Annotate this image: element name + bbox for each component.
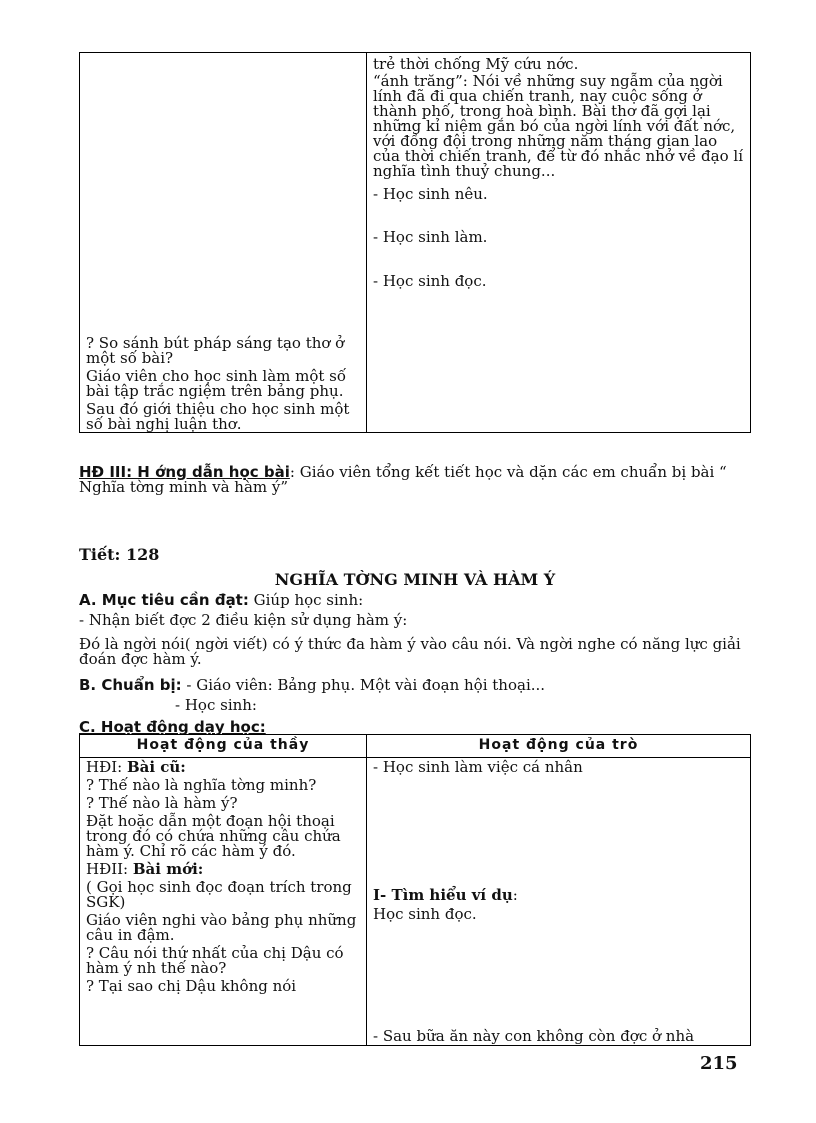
section-b-teacher: - Giáo viên: Bảng phụ. Một vài đoạn hội thoại... (186, 676, 546, 694)
question-implied-meaning: ? Thế nào là hàm ý? (86, 794, 238, 812)
teacher-column (80, 53, 367, 433)
teacher-activity-header: Hoạt động của thầy (80, 735, 367, 758)
activity-three-colon: : (289, 463, 295, 481)
hd2-heading: Bài mới: (132, 860, 204, 878)
example-heading-colon: : (512, 886, 518, 904)
question-explicit-meaning: ? Thế nào là nghĩa tờng minh? (86, 776, 317, 794)
student-column (367, 53, 751, 433)
section-a-label: A. Mục tiêu cần đạt: (79, 591, 249, 609)
section-b-label: B. Chuẩn bị: (79, 676, 182, 694)
section-c-label: C. Hoạt động dạy học: (79, 718, 266, 736)
board-instruction: Giáo viên nghi vào bảng phụ những câu in đậm. (86, 911, 357, 944)
section-b-student: - Học sinh: (175, 696, 257, 714)
dialogue-task: Đặt hoặc dẫn một đoạn hội thoại trong đó có chứa những câu chứa hàm ý. Chỉ rõ các hàm ý đó. (86, 812, 341, 860)
hd1-heading: Bài cũ: (126, 758, 186, 776)
page-number: 215 (700, 1053, 738, 1074)
example-heading-text: I- Tìm hiểu ví dụ (373, 886, 513, 904)
section-a (79, 593, 751, 608)
student-read: - Học sinh đọc. (373, 272, 487, 290)
exercise-instruction: Giáo viên cho học sinh làm một số bài tập trắc ngiệm trên bảng phụ. (86, 367, 347, 400)
student-individual-work: - Học sinh làm việc cá nhân (373, 758, 583, 776)
activities-header-row (80, 735, 751, 758)
activities-table (79, 734, 751, 1046)
student-answer-after-meal: - Sau bữa ăn này con không còn đợc ở nhà (373, 1027, 695, 1045)
section-a-item-1: - Nhận biết đợc 2 điều kiện sử dụng hàm ý: (79, 611, 408, 629)
continuation-table (79, 52, 751, 433)
read-excerpt-instruction: ( Gọi học sinh đọc đoạn trích trong SGK) (86, 878, 352, 911)
teacher-activity-cell (80, 758, 367, 1046)
section-a-item-2: Đó là ngời nói( ngời viết) có ý thức đa hàm ý vào câu nói. Và ngời nghe có năng lực giải đoán đợc hàm ý. (79, 635, 741, 668)
poem-context-line: trẻ thời chống Mỹ cứu nớc. (373, 55, 579, 73)
hd2-prefix: HĐII: (86, 860, 133, 878)
lesson-title: NGHĨA TỜNG MINH VÀ HÀM Ý (274, 570, 556, 589)
introduction-note: Sau đó giới thiệu cho học sinh một số bài nghị luận thơ. (86, 400, 350, 433)
student-answer: - Học sinh nêu. (373, 185, 488, 203)
activity-three-paragraph (79, 465, 751, 495)
compare-question: ? So sánh bút pháp sáng tạo thơ ở một số bài? (86, 334, 345, 367)
student-reads: Học sinh đọc. (373, 905, 477, 923)
student-activity-cell (367, 758, 751, 1046)
example-heading (373, 888, 744, 903)
section-a-intro: Giúp học sinh: (253, 591, 364, 609)
student-activity-header: Hoạt động của trò (367, 735, 751, 758)
lesson-number: Tiết: 128 (79, 545, 160, 564)
activity-three-text: Giáo viên tổng kết tiết học và dặn các em chuẩn bị bài “ Nghĩa tờng minh và hàm ý” (79, 463, 727, 496)
why-question: ? Tại sao chị Dậu không nói (86, 977, 297, 995)
student-work: - Học sinh làm. (373, 228, 488, 246)
hd1-prefix: HĐI: (86, 758, 127, 776)
anh-trang-summary: “ánh trăng”: Nói về những suy ngẫm của ngời lính đã đi qua chiến tranh, nay cuộc sống ở thành phố, trong hoà bình. Bài thơ đã gợi lại những kỉ niệm gắn bó của ngời lính với đất nớc, với đồng đội trong những năm tháng gian lao của thời chiến tranh, để từ đó nhắc nhở về đạo lí nghĩa tình thuỷ chung... (373, 72, 743, 180)
section-b (79, 678, 751, 693)
first-sentence-question: ? Câu nói thứ nhất của chị Dậu có hàm ý nh thế nào? (86, 944, 344, 977)
activity-three-label: HĐ III: H ớng dẫn học bài (79, 463, 290, 481)
